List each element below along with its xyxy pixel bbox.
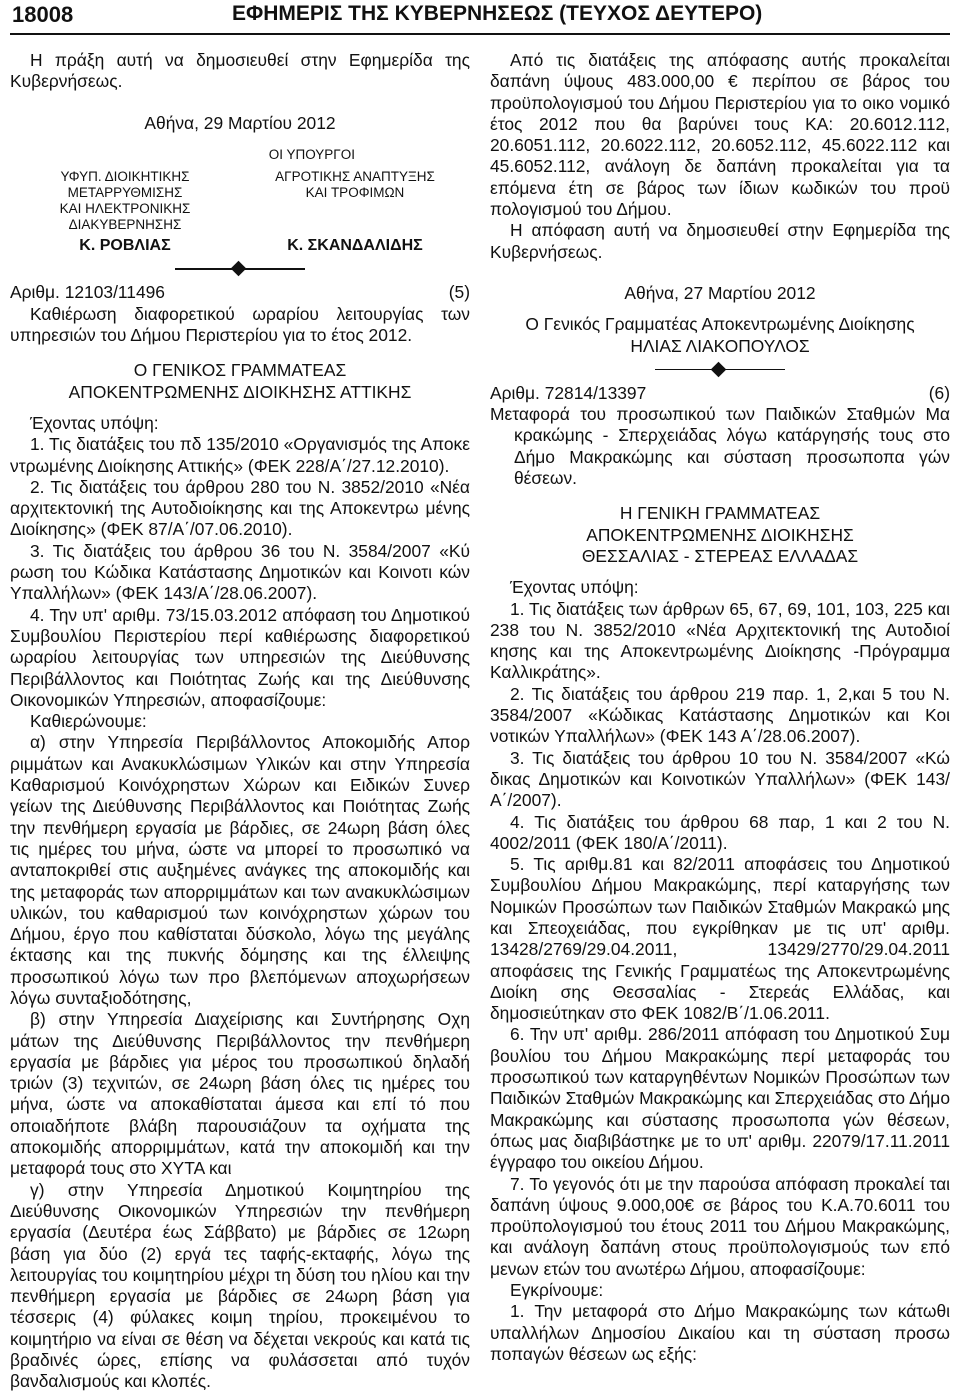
- establish-heading: Καθιερώνουμε:: [30, 711, 147, 732]
- issuer-heading: [10, 360, 470, 403]
- issuer-heading: [490, 503, 950, 567]
- decision-number: Αριθμ. 72814/13397: [490, 382, 647, 403]
- signature-date: Αθήνα, 29 Μαρτίου 2012: [144, 112, 336, 133]
- right-column: [490, 50, 950, 1365]
- ministers-heading: ΟΙ ΥΠΟΥΡΓΟΙ: [268, 146, 355, 162]
- page-number: 18008: [12, 2, 74, 27]
- item-3: 3. Τις διατάξεις του άρθρου 36 του Ν. 3584/2007 «Κύ ρωση του Κώδικα Κατάστασης Δημοτικών και Κοινοτι κών Υπαλλήλων» (ΦΕΚ 143/Α΄/28.06.2007).: [10, 540, 470, 604]
- item-2: 2. Τις διατάξεις του άρθρου 219 παρ. 1, 2,και 5 του Ν. 3584/2007 «Κώδικας Κατάστασης Δημοτικών και Κοι νοτικών Υπαλλήλων» (ΦΕΚ 143 Α΄/28.06.2007).: [490, 683, 950, 747]
- section-divider: [655, 363, 785, 377]
- minister1-name: Κ. ΡΟΒΛΙΑΣ: [79, 237, 171, 255]
- approve-item-1: 1. Την μεταφορά στο Δήμο Μακρακώμης των κάτωθι υπαλλήλων Δημοσίου Δικαίου και τη σύσταση προσω ποπαγών θέσεων ως εξής:: [490, 1301, 950, 1364]
- decision-number-line: [490, 383, 950, 404]
- page-header: [0, 0, 960, 34]
- journal-title: ΕΦΗΜΕΡΙΣ ΤΗΣ ΚΥΒΕΡΝΗΣΕΩΣ (ΤΕΥΧΟΣ ΔΕΥΤΕΡΟ): [232, 2, 763, 25]
- issuer-line2: ΑΠΟΚΕΝΤΡΩΜΕΝΗΣ ΔΙΟΙΚΗΣΗΣ: [586, 524, 854, 545]
- item-1: 1. Τις διατάξεις των άρθρων 65, 67, 69, 101, 103, 225 και 238 του Ν. 3852/2010 «Νέα Αρχιτεκτονική της Αυτοδιοί κησης και της Αποκεντρωμένης Διοίκησης -Πρόγραμμα Καλλικράτης».: [490, 598, 950, 683]
- minister2-name: Κ. ΣΚΑΝΔΑΛΙΔΗΣ: [287, 237, 423, 255]
- item-4: 4. Την υπ' αριθμ. 73/15.03.2012 απόφαση του Δημοτικού Συμβουλίου Περιστερίου περί καθιέρωσης διαφορετικού ωραρίου λειτουργίας των υπηρεσιών της Διεύθυνσης Περιβάλλοντος και Ποιότητας Ζωής και της Διεύθυνσης Οικονομικών Υπηρεσιών, αποφασίζουμε:: [10, 604, 470, 710]
- publish-paragraph: Η απόφαση αυτή να δημοσιευθεί στην Εφημερίδα της Κυβερνήσεως.: [490, 220, 950, 262]
- signer-name: ΗΛΙΑΣ ΛΙΑΚΟΠΟΥΛΟΣ: [630, 335, 810, 356]
- item-3: 3. Τις διατάξεις του άρθρου 10 του Ν. 3584/2007 «Κώ δικας Δημοτικών και Κοινοτικών Υπαλλήλων» (ΦΕΚ 143/ Α΄/2007).: [490, 747, 950, 811]
- intro-paragraph: Η πράξη αυτή να δημοσιευθεί στην Εφημερίδα της Κυβερνήσεως.: [10, 50, 470, 92]
- having-regard: Έχοντας υπόψη:: [510, 577, 639, 598]
- decision-number: Αριθμ. 12103/11496: [10, 282, 165, 303]
- minister2-title: [240, 169, 470, 233]
- cost-paragraph: Από τις διατάξεις της απόφασης αυτής προκαλείται δαπάνη ύψους 483.000,00 € περίπου σε βάρος του προϋπολογισμού του Δήμου Περιστερίου για το οικο νομικό έτος 2012 που θα βαρύνει τους ΚΑ: 20.6012.112, 20.6051.112, 20.6022.112, 20.6052.112, 45.6022.112 και 45.6052.112, ανάλογη δε δαπάνη προκαλείται για τα επόμενα έτη σε βάρος των ίδιων κωδικών του προϋ πολογισμού του Δήμου.: [490, 50, 950, 220]
- minister2-title-line2: ΚΑΙ ΤΡΟΦΙΜΩΝ: [305, 185, 405, 201]
- decision-index: (5): [448, 282, 470, 303]
- issuer-line2: ΑΠΟΚΕΝΤΡΩΜΕΝΗΣ ΔΙΟΙΚΗΣΗΣ ΑΤΤΙΚΗΣ: [68, 381, 412, 402]
- having-regard: Έχοντας υπόψη:: [30, 412, 159, 433]
- minister1-title-line2: ΚΑΙ ΗΛΕΚΤΡΟΝΙΚΗΣ ΔΙΑΚΥΒΕΡΝΗΣΗΣ: [59, 201, 191, 233]
- item-1: 1. Τις διατάξεις του πδ 135/2010 «Οργανισμός της Αποκε ντρωμένης Διοίκησης Αττικής» (ΦΕΚ 228/Α΄/27.12.2010).: [10, 434, 470, 476]
- signer-title: Ο Γενικός Γραμματέας Αποκεντρωμένης Διοίκησης: [525, 314, 915, 335]
- signature-date: Αθήνα, 27 Μαρτίου 2012: [624, 282, 816, 303]
- item-2: 2. Τις διατάξεις του άρθρου 280 του Ν. 3852/2010 «Νέα αρχιτεκτονική της Αυτοδιοίκησης και της Αποκεντρω μένης Διοίκησης» (ΦΕΚ 87/Α΄/07.06.2010).: [10, 476, 470, 540]
- paragraph-c: γ) στην Υπηρεσία Δημοτικού Κοιμητηρίου της Διεύθυνσης Οικονομικών Υπηρεσιών την πενθήμερη εργασία (Δευτέρα έως Σάββατο) με βάρδιες σε 12ωρη βάση για δύο (2) εργά τες ταφής-εκταφής, λόγω της λειτουργίας του κοιμητηρίου μέχρι τη δύση του ηλίου και την πενθήμερη εργασία με βάρδιες σε 24ωρη βάση για τέσσερις (4) φύλακες κοιμη τηρίου, προκειμένου το κοιμητήριο να είναι σε θέση να δέχεται νεκρούς και κατά τις βραδινές ώρες, επίσης να φυλάσσεται από τυχόν βανδαλισμούς και κλοπές.: [10, 1179, 470, 1392]
- decision-title: Καθιέρωση διαφορετικού ωραρίου λειτουργίας των υπηρεσιών του Δήμου Περιστερίου για το έτος 2012.: [10, 303, 470, 346]
- minister1-title-line1: ΥΦΥΠ. ΔΙΟΙΚΗΤΙΚΗΣ ΜΕΤΑΡΡΥΘΜΙΣΗΣ: [60, 169, 190, 201]
- header-rule: [10, 33, 950, 35]
- minister1-title: [10, 169, 240, 233]
- issuer-line3: ΘΕΣΣΑΛΙΑΣ - ΣΤΕΡΕΑΣ ΕΛΛΑΔΑΣ: [581, 545, 859, 566]
- item-5: 5. Τις αριθμ.81 και 82/2011 αποφάσεις του Δημοτικού Συμβουλίου Δήμου Μακρακώμης, περί καταργήσης των Νομικών Προσώπων των Παιδικών Σταθμών Μακρακώ μης και Σπεοχειάδας, που εγκρίθηκαν με τις υπ' αριθμ. 13428/2769/29.04.2011, 13429/2770/29.04.2011 αποφάσεις της Γενικής Γραμματέως της Αποκεντρωμένης Διοίκη σης Θεσσαλίας - Στερεάς Ελλάδας, και δημοσιεύτηκαν στο ΦΕΚ 1082/Β΄/1.06.2011.: [490, 854, 950, 1024]
- decision-number-line: [10, 282, 470, 303]
- approve-heading: Εγκρίνουμε:: [510, 1280, 604, 1301]
- ministers-names: [10, 235, 470, 256]
- item-6: 6. Την υπ' αριθμ. 286/2011 απόφαση του Δημοτικού Συμ βουλίου του Δήμου Μακρακώμης περί μεταφοράς του προσωπικού των καταργηθέντων Νομικών Προσώπων των Παιδικών Σταθμών Μακρακώμης και Σπερχειάδας στο Δήμο Μακρακώμης και σύστασης προσωποπα γών θέσεων, όπως μας διαβιβάστηκε με το υπ' αριθμ. 22079/17.11.2011 έγγραφο του οικείου Δήμου.: [490, 1024, 950, 1173]
- decision-index: (6): [928, 382, 950, 403]
- paragraph-a: α) στην Υπηρεσία Περιβάλλοντος Αποκομιδής Απορ ριμμάτων και Ανακυκλώσιμων Υλικών και στην Υπηρεσία Καθαρισμού Κοινόχρηστων Χώρων και Ειδικών Συνερ γείων της Διεύθυνσης Περιβάλλοντος και Ποιότητας Ζωής την πενθήμερη εργασία με βάρδιες, σε 24ωρη βάση όλες τις ημέρες του μήνα, ώστε να μπορεί το προσωπικό να ανταποκριθεί στις αυξημένες ανάγκες της αποκομιδής και της μεταφοράς των απορριμμάτων και των ανακυκλώσιμων υλικών, του καθαρισμού των κοινόχρηστων χώρων του Δήμου, έργο που καθίσταται δύσκολο, λόγω της μεγάλης έκτασης και της πυκνής δόμησης και της έλλειψης προσωπικού λόγω των προ βλεπόμενων αποχωρήσεων λόγω συνταξιοδότησης,: [10, 732, 470, 1008]
- item-7: 7. Το γεγονός ότι με την παρούσα απόφαση προκαλεί ται δαπάνη ύψους 9.000,00€ σε βάρος του Κ.Α.70.6011 του προϋπολογισμού του έτους 2011 του Δήμου Μακρακώμης, και ανάλογη δαπάνη στους προϋπολογισμούς των επό μενων ετών του ανωτέρω Δήμου, αποφασίζουμε:: [490, 1173, 950, 1279]
- decision-title: Μεταφορά του προσωπικού των Παιδικών Σταθμών Μα κρακώμης - Σπερχειάδας λόγω κατάργησής τους στο Δήμο Μακρακώμης και σύσταση προσωποπα γών θέσεων.: [490, 404, 950, 489]
- issuer-line1: Ο ΓΕΝΙΚΟΣ ΓΡΑΜΜΑΤΕΑΣ: [133, 360, 347, 381]
- ministers-titles: [10, 169, 470, 233]
- paragraph-b: β) στην Υπηρεσία Διαχείρισης και Συντήρησης Οχη μάτων της Διεύθυνσης Περιβάλλοντος την πενθήμερη εργασία με βάρδιες για μέρος του προσωπικού δηλαδή τριών (3) τεχνιτών, σε 24ωρη βάση όλες τις ημέρες του μήνα, ώστε να αποκαθίσταται άμεσα και επί τό που οποιαδήποτε βλάβη παρουσιάζουν τα οχήματα της αποκομιδής απορριμμάτων, κατά την αποκομιδή και την μεταφορά τους στο ΧΥΤΑ και: [10, 1009, 470, 1179]
- left-column: [10, 50, 470, 1393]
- issuer-line1: Η ΓΕΝΙΚΗ ΓΡΑΜΜΑΤΕΑΣ: [619, 503, 821, 524]
- item-4: 4. Τις διατάξεις του άρθρου 68 παρ, 1 και 2 του Ν. 4002/2011 (ΦΕΚ 180/Α΄/2011).: [490, 811, 950, 853]
- minister2-title-line1: ΑΓΡΟΤΙΚΗΣ ΑΝΑΠΤΥΞΗΣ: [275, 169, 435, 185]
- section-divider: [175, 262, 305, 276]
